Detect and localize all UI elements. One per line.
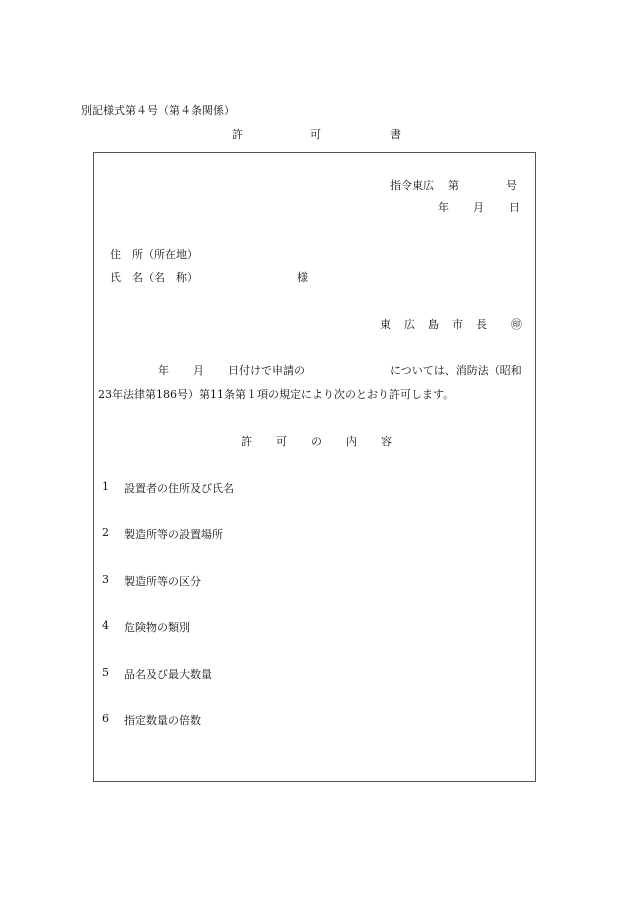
body-year: 年 — [158, 364, 169, 377]
seal-mark: ㊞ — [511, 318, 522, 331]
name-label: 氏 名（名 称） — [110, 271, 198, 284]
issuer-char: 東 — [380, 318, 391, 331]
form-reference: 別記様式第４号（第４条関係） — [81, 104, 235, 117]
date-day: 日 — [509, 201, 520, 214]
date-month: 月 — [473, 201, 484, 214]
issuer — [380, 316, 524, 330]
title-char: 書 — [390, 128, 401, 141]
list-item — [102, 526, 402, 540]
item-label: 品名及び最大数量 — [124, 668, 212, 681]
heading-char: 内 — [346, 435, 357, 448]
permit-number-dai: 第 — [448, 179, 459, 192]
heading-char: の — [311, 435, 322, 448]
body-date-phrase: 日付けで申請の — [228, 364, 305, 377]
body-month: 月 — [193, 364, 204, 377]
issuer-char: 広 — [404, 318, 415, 331]
issuer-char: 市 — [452, 318, 463, 331]
item-number: 3 — [102, 573, 109, 586]
item-label: 危険物の類別 — [124, 621, 190, 634]
item-number: 1 — [102, 480, 109, 493]
permit-number-prefix: 指令東広 — [390, 179, 434, 192]
address-label: 住 所（所在地） — [110, 248, 198, 261]
title-char: 可 — [310, 128, 321, 141]
item-label: 製造所等の設置場所 — [124, 528, 223, 541]
issue-date — [438, 199, 522, 213]
body-line2: 23年法律第186号）第11条第１項の規定により次のとおり許可します。 — [98, 388, 455, 401]
item-number: 5 — [102, 666, 109, 679]
item-number: 4 — [102, 619, 109, 632]
honorific: 様 — [297, 271, 308, 284]
title-char: 許 — [232, 128, 243, 141]
permit-frame — [93, 152, 536, 782]
item-label: 指定数量の倍数 — [124, 714, 201, 727]
item-number: 6 — [102, 712, 109, 725]
list-item — [102, 712, 402, 726]
permit-number-go: 号 — [506, 179, 517, 192]
heading-char: 可 — [276, 435, 287, 448]
date-year: 年 — [438, 201, 449, 214]
list-item — [102, 619, 402, 633]
list-item — [102, 480, 402, 494]
issuer-char: 島 — [428, 318, 439, 331]
item-label: 製造所等の区分 — [124, 575, 201, 588]
list-item — [102, 573, 402, 587]
list-item — [102, 666, 402, 680]
permit-number — [390, 177, 522, 191]
heading-char: 許 — [241, 435, 252, 448]
heading-char: 容 — [381, 435, 392, 448]
issuer-char: 長 — [476, 318, 487, 331]
body-line1-tail: については、消防法（昭和 — [390, 364, 522, 377]
item-label: 設置者の住所及び氏名 — [124, 482, 234, 495]
contents-heading — [241, 433, 391, 447]
item-number: 2 — [102, 526, 109, 539]
